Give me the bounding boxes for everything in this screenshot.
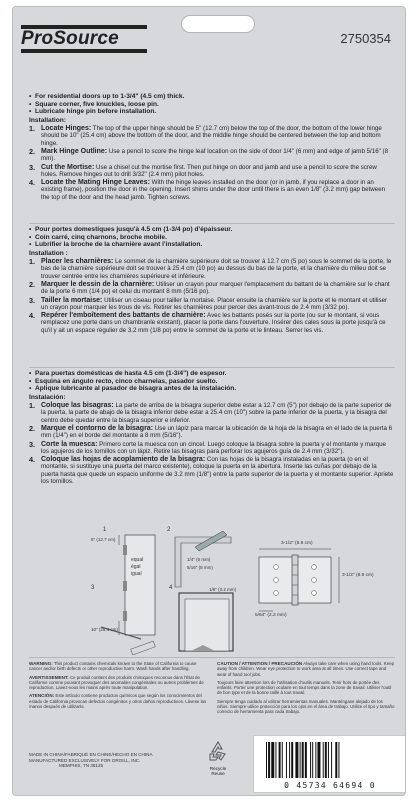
recycle-symbol [203, 741, 233, 776]
feature-bullet: • Pour portes domestiques jusqu'à 4.5 cm (1-3/4 po) d'épaisseur. [29, 226, 395, 234]
hinge-width-label: 3-1/2" (8.9 cm) [281, 541, 313, 546]
barcode-bar [282, 742, 283, 778]
install-step: 3. Corte la muesca: Primero corte la muesca con un cincel. Luego coloque la bisagra sobre la puerta y el montante y marque los agujeros de los tornillos con un lápiz. Retire las bisagras para perforar los agujeros guía de 2.4 mm (3/32"). [29, 439, 386, 455]
equal-label: igual [131, 571, 142, 577]
barcode-bar [268, 742, 270, 778]
barcode-bar [289, 742, 290, 778]
caution-notice: CAUTION / ATTENTION / PRECAUCIÓN Always take care when using hand tools. Keep away from children. Wear eye protection to work area at all times. Use correct tape and wear of hand tool jobs. Toujours faire attention lors de l'utilisation d'outils manuels. Tenir hors de portée des enfants. Porter une protection oculaire en tout temps dans la zone de travail. Utiliser l'outil de bon type et de la bonne taille à tout travail. Siempre tenga cuidado al utilizar herramientas manuales. Manténgase alejado de los niños. Siempre utilice protección para los ojos en el área de trabajo. Utilice el tipo y tamaño correcto de herramienta para cada trabajo. [217, 661, 395, 715]
hinge-height-label: 3-1/2" (8.9 cm) [342, 573, 374, 578]
barcode-bar [338, 742, 339, 778]
feature-bullet: • Aplique lubricante al pasador de bisagra antes de la instalación. [29, 385, 395, 393]
barcode-bar [305, 742, 307, 778]
equal-label: equal [131, 557, 144, 563]
dimension-label: 1/8" (3.2 mm) [209, 587, 237, 592]
section-divider [29, 367, 395, 368]
install-step: 1. Placer les charnières: Le sommet de la charnière supérieure doit se trouver à 12.7 cm (5 po) sous le sommet de la porte, le bas de la charnière supérieure doit se trouver à 25.4 cm (10 po) au dessus du bas de la porte, et la charnière du milieu doit se trouver centrée entre les charnières supérieure et inférieure. [29, 257, 392, 280]
barcode-bar [266, 742, 267, 778]
feature-bullet: • Lubrifier la broche de la charnière avant l'installation. [29, 241, 395, 249]
install-step: 2. Marque el contorno de la bisagra: Use un lápiz para marcar la ubicación de la hoja de la bisagra en el lado de la puerta 6 mm (1/4") en el borde del montante a 8 mm (5/16"). [29, 423, 393, 440]
barcode-bar [286, 742, 287, 778]
install-step: 4. Locate the Mating Hinge Leaves: With the hinge leaves installed on the door (or in jamb, if you replace a door in an existing frame), position the door in the opening. Insert shims under the door until there is an even 1/8" (3.2 mm) gap between the top of the door and the head jamb. Tighten screws. [29, 178, 386, 201]
barcode-bar [271, 742, 274, 778]
install-step: 1. Coloque las bisagras: La parte de arriba de la bisagra superior debe estar a 12.7 cm (5") por debajo de la parte superior de la puerta, la parte de abajo de la bisagra inferior debe estar a 25.4 cm (10") sobre la parte inferior de la puerta, y la bisagra del centro debe quedar entre la bisagra superior e inferior. [29, 401, 392, 424]
barcode-bar [323, 742, 324, 778]
dimension-label: 5/16" (8 mm) [187, 565, 213, 570]
install-step: 3. Tailler la mortaise: Utiliser un ciseau pour tailler la mortaise. Placer ensuite la charnière sur la porte et le montant et utiliser un crayon pour marquer les trous de vis. Retirer les charnières pour percer des avant-trous de 2.4 mm (3/32 po). [29, 295, 388, 311]
fig-number: 4 [169, 585, 173, 591]
fig-number: 2 [167, 527, 171, 533]
barcode-bar [315, 742, 316, 778]
feature-bullet: • Para puertas domésticas de hasta 4.5 cm (1-3/4") de espesor. [29, 370, 395, 378]
barcode-bar [300, 742, 301, 778]
recycle-label: Recycle [209, 766, 227, 771]
barcode-bar [335, 742, 337, 778]
installation-diagrams [91, 527, 391, 655]
install-step: 2. Marquer le dessin de la charnière: Utiliser un crayon pour marquer l'emplacement du battant de la charnière sur le chant de la porte 6 mm (1/4 po) et celui du montant 8 mm (5/16 po). [29, 279, 390, 296]
feature-bullet: • For residential doors up to 1-3/4" (4.5 cm) thick. [29, 93, 395, 101]
dimension-label: 1/4" (6 mm) [187, 557, 211, 562]
feature-bullet: • Esquina en ángulo recto, cinco charnelas, pasador suelto. [29, 378, 395, 386]
chemical-warning: WARNING: This product contains chemicals known to the State of California to cause cancer and/or birth defects or other reproductive harm. Wash hands after handling. AVERTISSEMENT: Ce produit contient des produits chimiques reconnus dans l'État de Californie comme pouvant provoquer des anomalies congénitales ou autres problèmes de reproduction. Lavez-vous les mains après toute manipulation. ATENCIÓN: Este artículo contiene productos químicos que según los conocimientos del estado de California provocan defectos congénitos y otros daños reproductivos. Lávese las manos después de utilizarlo. [29, 661, 207, 710]
brand-logo [21, 25, 147, 53]
installation-heading: Installation : [29, 249, 68, 257]
barcode-bar [291, 742, 293, 778]
product-card [12, 6, 406, 796]
diagram-illustration [91, 527, 391, 655]
feature-bullet: • Coin carré, cinq charnons, broche mobile. [29, 234, 395, 242]
barcode-bar [279, 742, 281, 778]
installation-heading: Installation: [29, 116, 66, 124]
upc-barcode [253, 735, 406, 793]
install-step: 2. Mark Hinge Outline: Use a pencil to score the hinge leaf location on the side of door 1/4" (6 mm) and edge of jamb 5/16" (8 mm). [29, 146, 389, 163]
section-divider [29, 223, 395, 224]
section-divider [29, 657, 395, 658]
equal-label: égal [131, 564, 141, 570]
barcode-bar [302, 742, 304, 778]
brand-name: ProSource [21, 28, 119, 49]
fig-number: 1 [103, 527, 107, 533]
install-step: 4. Coloque las hojas de acoplamiento de la bisagra: Con las hojas de la bisagra instaladas en la puerta (o en el montante, si sustituye una puerta del marco existente), coloque la puerta en la abertura. Inserte las cuñas por debajo de la puerta hasta que quede un espacio uniforme de 3.2 mm (1/8") entre la parte superior de la puerta y el montante superior. Apriete los tornillos. [29, 455, 394, 486]
reuse-label: Reuse [211, 771, 225, 776]
barcode-digits: 0 45734 64694 0 [284, 781, 376, 790]
barcode-bar [317, 742, 320, 778]
manufacturer-info: MADE IN CHINA/FABRIQUÉ EN CHINE/HECHO EN CHINA MANUFACTURED EXCLUSIVELY FOR ORGILL, INC. MEMPHIS, TN 38125 [29, 752, 153, 769]
feature-bullet: • Lubricate hinge pin before installation. [29, 108, 395, 116]
recycle-icon [207, 741, 229, 761]
hang-hole [181, 15, 255, 33]
install-step: 1. Locate Hinges: The top of the upper hinge should be 5" (12.7 cm) below the top of the door, the bottom of the lower hinge should be 10" (25.4 cm) above the bottom of the door, and the middle hinge should be centered between the top and bottom hinge. [29, 124, 382, 147]
feature-bullet: • Square corner, five knuckles, loose pin. [29, 101, 395, 109]
english-instructions [29, 93, 395, 201]
barcode-bar [295, 742, 298, 778]
install-step: 4. Repérer l'emboîtement des battants de charnière: Avec les battants posés sur la porte (ou sur le montant, si vous remplacez une porte dans un chambranle existant), placer la porte dans l'ouverture. Insérer des cales sous la porte jusqu'à ce qu'il y ait un espace régulier de 3.2 mm (1/8 po) entre le sommet de la porte et le linteau. Serrer les vis. [29, 311, 386, 334]
spanish-instructions [29, 370, 395, 485]
barcode-bar [312, 742, 313, 778]
french-instructions [29, 226, 395, 334]
installation-heading: Instalación: [29, 393, 66, 401]
sku-number: 2750354 [340, 31, 391, 46]
barcode-bar [325, 742, 327, 778]
dimension-label: 10" (25.4 cm) [91, 627, 118, 632]
dimension-label: 5" (12.7 cm) [91, 537, 116, 542]
barcode-bar [328, 742, 329, 778]
barcode-bar [331, 742, 332, 778]
install-step: 3. Cut the Mortise: Use a chisel cut the mortise first. Then put hinge on door and jamb and use a pencil to score the screw holes. Remove hinges out to drill 3/32" (2.4 mm) pilot holes. [29, 162, 377, 178]
barcode-bar [310, 742, 311, 778]
hinge-radius-label: 5/64" (2.2 mm) [255, 613, 287, 618]
barcode-bars [266, 742, 394, 778]
barcode-bar [275, 742, 276, 778]
fig-number: 3 [91, 585, 95, 591]
